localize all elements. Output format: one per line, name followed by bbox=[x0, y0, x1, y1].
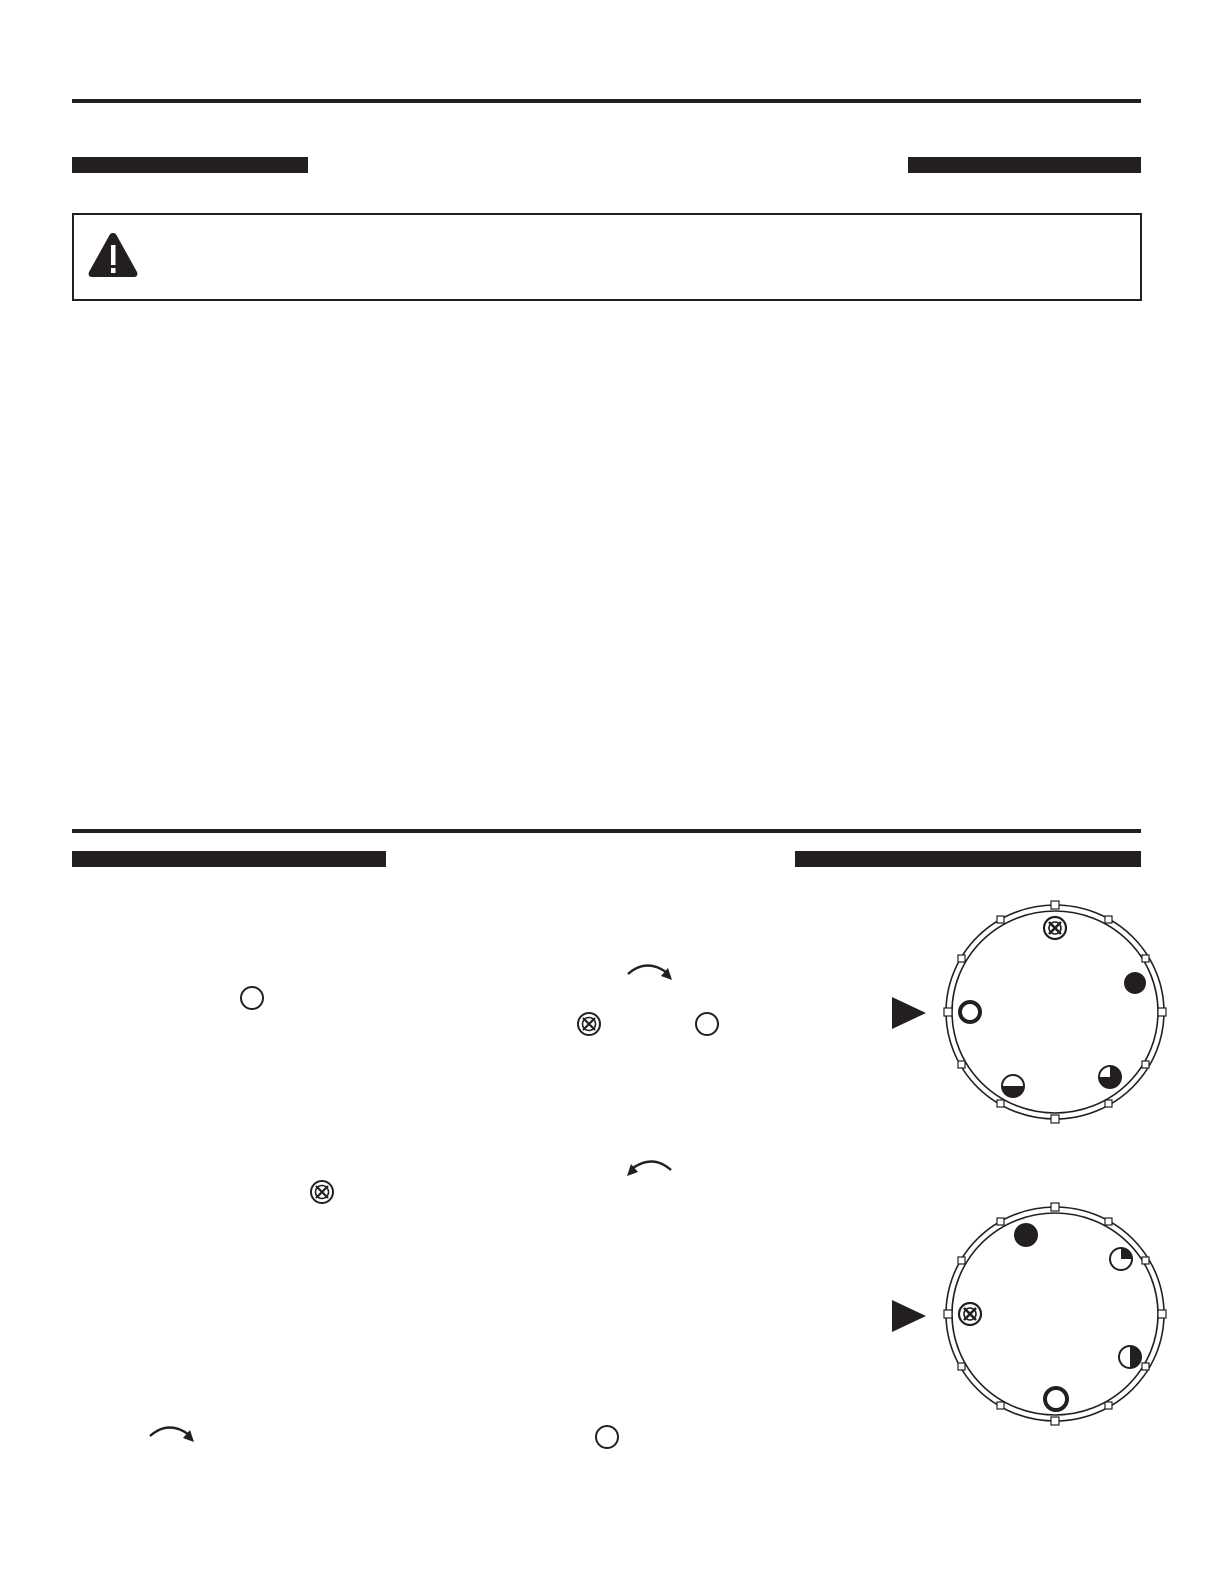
pointer-triangle-icon bbox=[891, 1299, 927, 1333]
dial-2-quarter-fill bbox=[1110, 1248, 1132, 1270]
section-header-bar-right bbox=[908, 157, 1141, 173]
control-dial-2 bbox=[941, 1202, 1171, 1426]
counterclockwise-arrow-icon bbox=[625, 1156, 673, 1178]
dial-1-cross-circle bbox=[1044, 917, 1066, 939]
open-circle-icon bbox=[594, 1424, 620, 1450]
dial-1-three-quarter-fill bbox=[1099, 1066, 1121, 1088]
dial-2-cross-circle bbox=[959, 1303, 981, 1325]
open-circle-icon bbox=[239, 985, 265, 1011]
cross-circle-icon bbox=[309, 1179, 335, 1205]
open-circle-icon bbox=[694, 1011, 720, 1037]
section-header-bar-left bbox=[72, 157, 308, 173]
middle-rule bbox=[72, 829, 1141, 833]
clockwise-arrow-icon bbox=[148, 1422, 196, 1444]
clockwise-arrow-icon bbox=[626, 960, 674, 982]
dial-1-full-fill bbox=[1124, 972, 1146, 994]
top-rule bbox=[72, 99, 1141, 103]
cross-circle-icon bbox=[576, 1011, 602, 1037]
warning-triangle-icon bbox=[87, 231, 139, 279]
dial-2-open-ring bbox=[1045, 1388, 1067, 1410]
warning-box bbox=[72, 213, 1142, 301]
dial-2-half-fill bbox=[1119, 1346, 1141, 1368]
section-header-bar-right-2 bbox=[795, 851, 1141, 867]
control-dial-1 bbox=[941, 900, 1171, 1124]
pointer-triangle-icon bbox=[891, 996, 927, 1030]
section-header-bar-left-2 bbox=[72, 851, 386, 867]
dial-1-half-fill bbox=[1002, 1075, 1024, 1097]
dial-1-open-ring bbox=[960, 1002, 980, 1022]
dial-2-full-fill bbox=[1014, 1223, 1038, 1247]
